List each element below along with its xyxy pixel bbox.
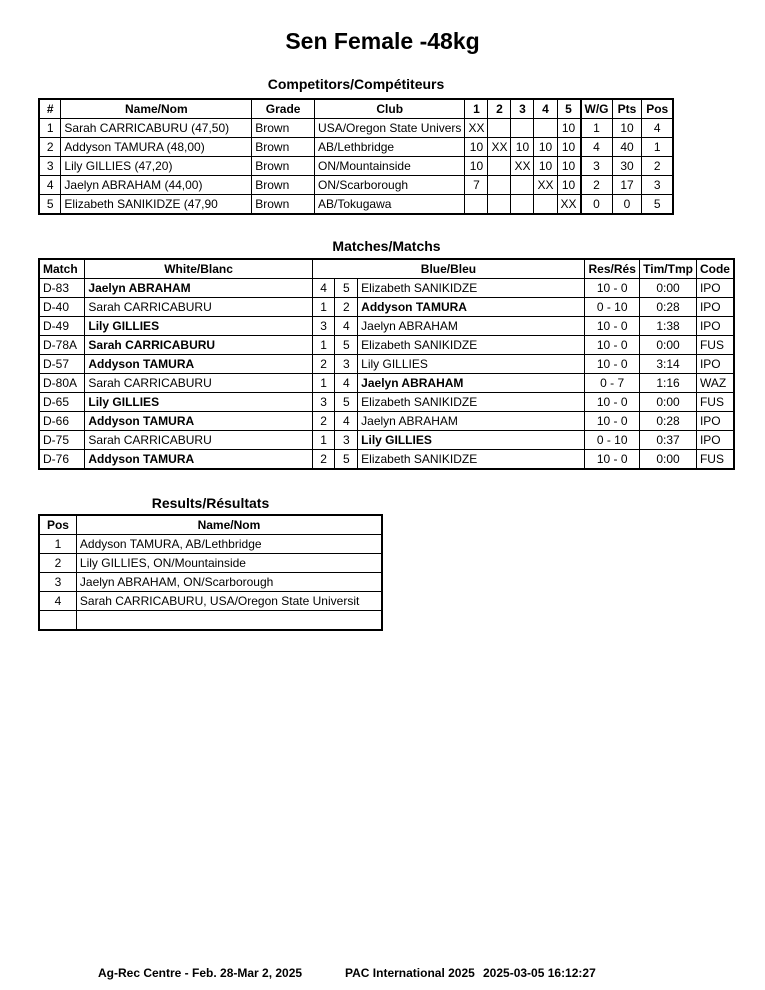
competitor-cell: [511, 195, 534, 215]
match-row: [39, 374, 734, 393]
competitor-cell: 5: [39, 195, 61, 215]
white-number: 1: [312, 298, 335, 317]
competitor-cell: 10: [465, 138, 488, 157]
competitor-cell: 4: [581, 138, 613, 157]
blue-number: 4: [335, 412, 358, 431]
blue-competitor: Elizabeth SANIKIDZE: [358, 450, 585, 470]
match-result: 10 - 0: [585, 393, 640, 412]
match-code: IPO: [696, 412, 734, 431]
competitors-header-cell: W/G: [581, 99, 613, 119]
match-id: D-40: [39, 298, 85, 317]
match-row: [39, 393, 734, 412]
competitor-cell: 0: [612, 195, 642, 215]
blue-number: 5: [335, 450, 358, 470]
competitor-cell: [488, 195, 511, 215]
white-number: 1: [312, 336, 335, 355]
competitor-cell: AB/Lethbridge: [315, 138, 465, 157]
white-competitor: Addyson TAMURA: [85, 412, 312, 431]
competitor-cell: 4: [642, 119, 673, 138]
result-row: [39, 535, 382, 554]
match-code: IPO: [696, 431, 734, 450]
result-name: Sarah CARRICABURU, USA/Oregon State Universit: [76, 592, 382, 611]
competitor-cell: 10: [534, 157, 557, 176]
competitor-cell: Addyson TAMURA (48,00): [61, 138, 252, 157]
blue-number: 5: [335, 279, 358, 298]
result-name: Addyson TAMURA, AB/Lethbridge: [76, 535, 382, 554]
competitor-cell: Brown: [252, 195, 315, 215]
match-row: [39, 279, 734, 298]
result-row: [39, 554, 382, 573]
match-id: D-75: [39, 431, 85, 450]
competitor-cell: [488, 176, 511, 195]
competitor-cell: 10: [557, 176, 581, 195]
match-time: 0:28: [640, 298, 697, 317]
competitor-cell: Brown: [252, 138, 315, 157]
match-time: 0:00: [640, 279, 697, 298]
code-header: Code: [696, 259, 734, 279]
competitor-cell: 30: [612, 157, 642, 176]
competitor-cell: Lily GILLIES (47,20): [61, 157, 252, 176]
competitor-cell: USA/Oregon State Univers: [315, 119, 465, 138]
result-row: [39, 611, 382, 631]
match-row: [39, 298, 734, 317]
match-result: 0 - 7: [585, 374, 640, 393]
competitor-cell: 1: [581, 119, 613, 138]
competitor-row: [39, 119, 673, 138]
match-id: D-83: [39, 279, 85, 298]
match-code: IPO: [696, 355, 734, 374]
blue-competitor: Jaelyn ABRAHAM: [358, 374, 585, 393]
competitor-cell: 40: [612, 138, 642, 157]
match-code: FUS: [696, 336, 734, 355]
blue-number: 2: [335, 298, 358, 317]
competitor-cell: [534, 119, 557, 138]
white-number: 1: [312, 431, 335, 450]
white-competitor: Addyson TAMURA: [85, 450, 312, 470]
match-time: 1:38: [640, 317, 697, 336]
match-time: 1:16: [640, 374, 697, 393]
competitor-cell: XX: [557, 195, 581, 215]
competitor-cell: 3: [642, 176, 673, 195]
white-number: 3: [312, 317, 335, 336]
competitors-header-cell: Pts: [612, 99, 642, 119]
blue-number: 5: [335, 336, 358, 355]
results-section-title: Results/Résultats: [151, 495, 270, 511]
white-number: 3: [312, 393, 335, 412]
match-row: [39, 355, 734, 374]
match-code: FUS: [696, 393, 734, 412]
competitor-cell: 3: [581, 157, 613, 176]
match-id: D-66: [39, 412, 85, 431]
match-time: 3:14: [640, 355, 697, 374]
match-time: 0:00: [640, 336, 697, 355]
match-time: 0:00: [640, 393, 697, 412]
competitor-cell: 4: [39, 176, 61, 195]
white-competitor: Sarah CARRICABURU: [85, 298, 312, 317]
competitors-header-cell: Grade: [252, 99, 315, 119]
name-header: Name/Nom: [76, 515, 382, 535]
competitors-header-cell: Club: [315, 99, 465, 119]
competitor-cell: 10: [465, 157, 488, 176]
competitor-cell: Brown: [252, 176, 315, 195]
competitor-cell: 10: [557, 138, 581, 157]
competitors-header-cell: 5: [557, 99, 581, 119]
competitors-header-cell: Pos: [642, 99, 673, 119]
match-code: FUS: [696, 450, 734, 470]
white-competitor: Sarah CARRICABURU: [85, 336, 312, 355]
match-row: [39, 431, 734, 450]
footer-venue: Ag-Rec Centre - Feb. 28-Mar 2, 2025: [98, 966, 303, 980]
white-number: 4: [312, 279, 335, 298]
result-name: Jaelyn ABRAHAM, ON/Scarborough: [76, 573, 382, 592]
matches-section-title: Matches/Matchs: [332, 238, 441, 254]
white-competitor: Sarah CARRICABURU: [85, 431, 312, 450]
match-id: D-49: [39, 317, 85, 336]
match-result: 10 - 0: [585, 279, 640, 298]
competitor-cell: [488, 119, 511, 138]
white-competitor: Sarah CARRICABURU: [85, 374, 312, 393]
result-row: [39, 592, 382, 611]
match-result: 10 - 0: [585, 355, 640, 374]
result-name: [76, 611, 382, 631]
competitor-cell: Jaelyn ABRAHAM (44,00): [61, 176, 252, 195]
match-row: [39, 317, 734, 336]
blue-competitor: Jaelyn ABRAHAM: [358, 412, 585, 431]
match-row: [39, 450, 734, 470]
competitor-cell: 1: [642, 138, 673, 157]
match-id: D-78A: [39, 336, 85, 355]
competitors-header-cell: Name/Nom: [61, 99, 252, 119]
competitor-cell: 2: [581, 176, 613, 195]
match-result: 10 - 0: [585, 336, 640, 355]
result-position: 3: [39, 573, 76, 592]
footer-event: PAC International 2025: [345, 966, 475, 980]
competitor-cell: [511, 119, 534, 138]
blue-competitor: Lily GILLIES: [358, 431, 585, 450]
competitor-cell: 10: [612, 119, 642, 138]
match-time: 0:00: [640, 450, 697, 470]
footer-timestamp: 2025-03-05 16:12:27: [483, 966, 596, 980]
competitors-header-cell: 2: [488, 99, 511, 119]
results-table: [38, 514, 383, 631]
competitors-header-cell: 3: [511, 99, 534, 119]
competitors-header-cell: #: [39, 99, 61, 119]
page-title: Sen Female -48kg: [285, 28, 480, 54]
competitor-cell: XX: [465, 119, 488, 138]
matches-table: [38, 258, 735, 470]
competitor-cell: Sarah CARRICABURU (47,50): [61, 119, 252, 138]
time-header: Tim/Tmp: [640, 259, 697, 279]
pos-header: Pos: [39, 515, 76, 535]
match-result: 10 - 0: [585, 412, 640, 431]
blue-competitor: Elizabeth SANIKIDZE: [358, 393, 585, 412]
competitor-row: [39, 176, 673, 195]
blue-competitor: Jaelyn ABRAHAM: [358, 317, 585, 336]
result-name: Lily GILLIES, ON/Mountainside: [76, 554, 382, 573]
blue-competitor: Elizabeth SANIKIDZE: [358, 336, 585, 355]
result-position: 2: [39, 554, 76, 573]
blue-number: 3: [335, 431, 358, 450]
competitors-header-cell: 1: [465, 99, 488, 119]
competitor-cell: Brown: [252, 119, 315, 138]
result-position: [39, 611, 76, 631]
result-row: [39, 573, 382, 592]
competitor-cell: ON/Scarborough: [315, 176, 465, 195]
competitor-cell: 10: [557, 119, 581, 138]
blue-competitor: Addyson TAMURA: [358, 298, 585, 317]
competitor-cell: 10: [557, 157, 581, 176]
match-row: [39, 336, 734, 355]
white-number: 2: [312, 450, 335, 470]
white-number: 2: [312, 412, 335, 431]
competitor-cell: XX: [511, 157, 534, 176]
competitor-cell: 2: [39, 138, 61, 157]
competitor-cell: XX: [534, 176, 557, 195]
blue-number: 4: [335, 374, 358, 393]
blue-competitor: Elizabeth SANIKIDZE: [358, 279, 585, 298]
competitor-cell: [534, 195, 557, 215]
competitor-cell: 17: [612, 176, 642, 195]
competitor-cell: [511, 176, 534, 195]
competitor-cell: 1: [39, 119, 61, 138]
competitor-row: [39, 157, 673, 176]
white-number: 2: [312, 355, 335, 374]
match-header: Match: [39, 259, 85, 279]
blue-header: Blue/Bleu: [312, 259, 585, 279]
competitor-cell: 5: [642, 195, 673, 215]
competitors-header-cell: 4: [534, 99, 557, 119]
match-id: D-76: [39, 450, 85, 470]
match-code: IPO: [696, 317, 734, 336]
blue-number: 4: [335, 317, 358, 336]
white-competitor: Lily GILLIES: [85, 393, 312, 412]
match-result: 10 - 0: [585, 450, 640, 470]
blue-number: 5: [335, 393, 358, 412]
competitor-cell: Brown: [252, 157, 315, 176]
match-id: D-80A: [39, 374, 85, 393]
match-result: 10 - 0: [585, 317, 640, 336]
match-result: 0 - 10: [585, 298, 640, 317]
match-time: 0:37: [640, 431, 697, 450]
competitor-cell: XX: [488, 138, 511, 157]
competitor-row: [39, 195, 673, 215]
match-id: D-57: [39, 355, 85, 374]
competitors-section-title: Competitors/Compétiteurs: [267, 76, 445, 92]
competitor-cell: 0: [581, 195, 613, 215]
competitor-cell: ON/Mountainside: [315, 157, 465, 176]
competitor-row: [39, 138, 673, 157]
match-time: 0:28: [640, 412, 697, 431]
competitor-cell: [465, 195, 488, 215]
match-id: D-65: [39, 393, 85, 412]
competitors-table: [38, 98, 674, 215]
competitor-cell: AB/Tokugawa: [315, 195, 465, 215]
match-code: WAZ: [696, 374, 734, 393]
match-row: [39, 412, 734, 431]
match-code: IPO: [696, 298, 734, 317]
competitor-cell: 3: [39, 157, 61, 176]
white-number: 1: [312, 374, 335, 393]
match-result: 0 - 10: [585, 431, 640, 450]
blue-competitor: Lily GILLIES: [358, 355, 585, 374]
competitor-cell: 10: [534, 138, 557, 157]
white-header: White/Blanc: [85, 259, 312, 279]
competitor-cell: [488, 157, 511, 176]
competitor-cell: 2: [642, 157, 673, 176]
competitor-cell: 7: [465, 176, 488, 195]
competitor-cell: 10: [511, 138, 534, 157]
white-competitor: Lily GILLIES: [85, 317, 312, 336]
match-code: IPO: [696, 279, 734, 298]
blue-number: 3: [335, 355, 358, 374]
competitor-cell: Elizabeth SANIKIDZE (47,90: [61, 195, 252, 215]
white-competitor: Addyson TAMURA: [85, 355, 312, 374]
result-header: Res/Rés: [585, 259, 640, 279]
result-position: 4: [39, 592, 76, 611]
white-competitor: Jaelyn ABRAHAM: [85, 279, 312, 298]
result-position: 1: [39, 535, 76, 554]
